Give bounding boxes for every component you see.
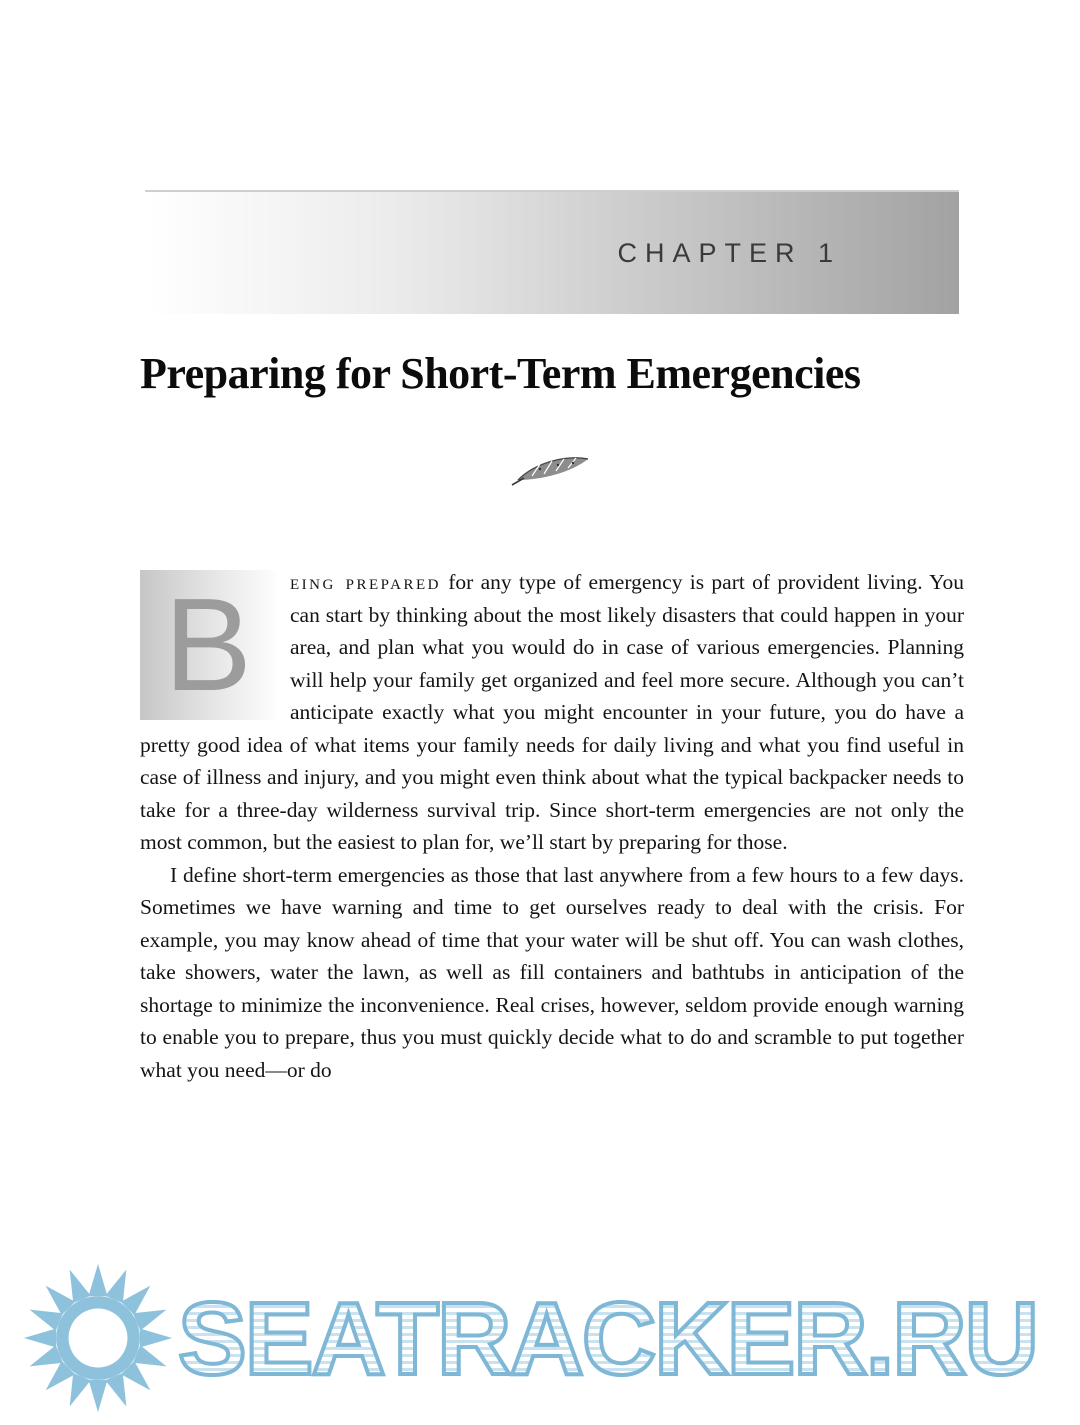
paragraph-1-text: for any type of emergency is part of provident living. You can start by thinking about the most likely disasters that could happen in your area, and plan what you would do in case of various emergencies. Planning will help your family get organized and feel more secure. Although you can’t anticipate exactly what you might encounter in your future, you do have a pretty good idea of what items your family needs for daily living and what you find useful in case of illness and injury, and you might even think about what the typical backpacker needs to take for a three-day wilderness survival trip. Since short-term emergencies are not only the most common, but the easiest to plan for, we’ll start by preparing for those. <box>140 570 964 854</box>
paragraph-1 <box>140 566 964 859</box>
chapter-label: CHAPTER 1 <box>617 237 841 268</box>
ornament <box>140 452 964 493</box>
page-title: Preparing for Short-Term Emergencies <box>140 349 861 398</box>
dropcap-box <box>140 570 276 720</box>
body-text <box>140 566 964 1086</box>
feather-icon <box>510 452 594 488</box>
dropcap-letter: B <box>163 571 253 718</box>
chapter-banner <box>145 190 959 314</box>
watermark-text: SEATRACKER.RU <box>178 1280 1038 1396</box>
sun-icon <box>22 1262 174 1414</box>
watermark <box>22 1272 1062 1404</box>
lead-smallcaps: eing prepared <box>290 570 441 594</box>
paragraph-2: I define short-term emergencies as those that last anywhere from a few hours to a few days. Sometimes we have warning and time to get ourselves ready to deal with the crisis. For example, you may know ahead of time that your water will be shut off. You can wash clothes, take showers, water the lawn, as well as fill containers and bathtubs in anticipation of the shortage to minimize the inconvenience. Real crises, however, seldom provide enough warning to enable you to prepare, thus you must quickly decide what to do and scramble to put together what you need—or do <box>140 862 964 1082</box>
